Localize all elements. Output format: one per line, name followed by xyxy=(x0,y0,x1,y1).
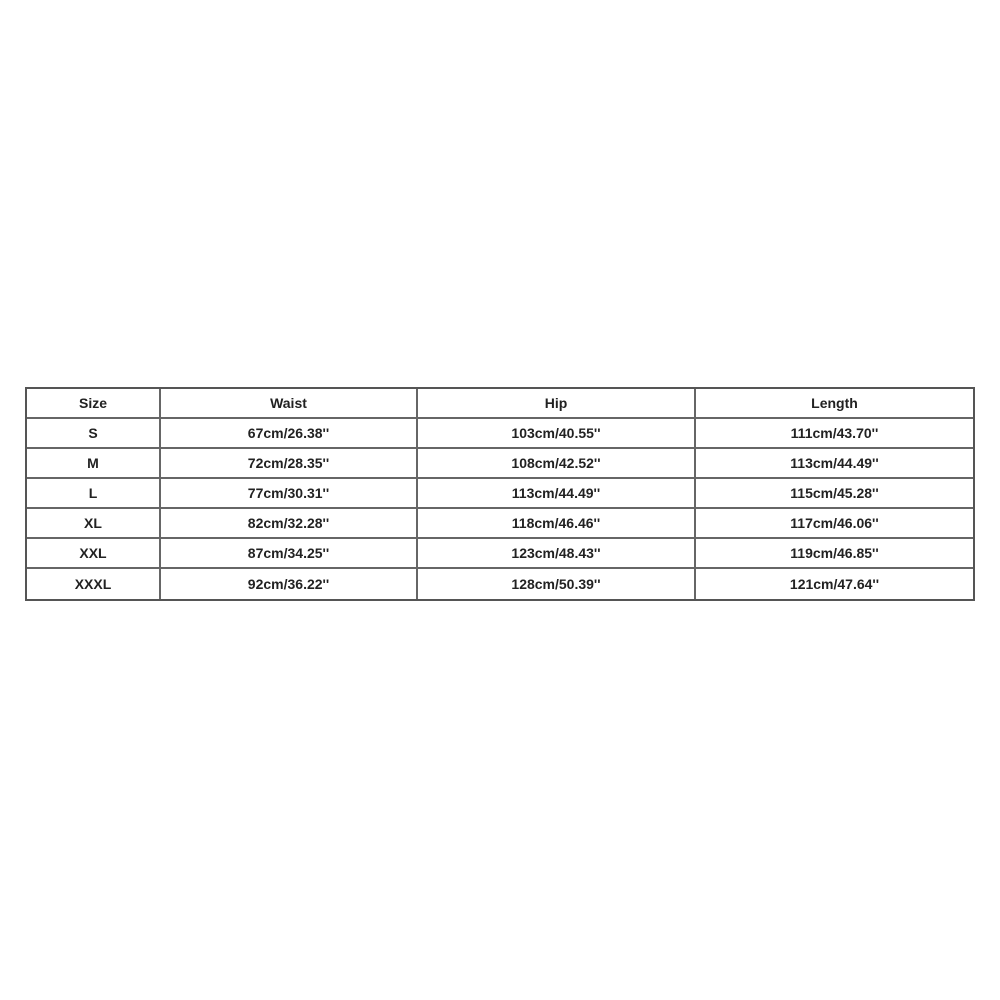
cell-length: 111cm/43.70'' xyxy=(696,419,973,449)
cell-size: S xyxy=(27,419,161,449)
cell-length: 119cm/46.85'' xyxy=(696,539,973,569)
cell-hip: 118cm/46.46'' xyxy=(418,509,696,539)
cell-size: XXXL xyxy=(27,569,161,599)
cell-waist: 82cm/32.28'' xyxy=(161,509,418,539)
cell-length: 117cm/46.06'' xyxy=(696,509,973,539)
cell-size: M xyxy=(27,449,161,479)
cell-length: 113cm/44.49'' xyxy=(696,449,973,479)
header-size: Size xyxy=(27,389,161,419)
header-waist: Waist xyxy=(161,389,418,419)
cell-size: XXL xyxy=(27,539,161,569)
table-row xyxy=(27,509,973,539)
header-hip: Hip xyxy=(418,389,696,419)
cell-hip: 113cm/44.49'' xyxy=(418,479,696,509)
cell-waist: 92cm/36.22'' xyxy=(161,569,418,599)
cell-size: L xyxy=(27,479,161,509)
cell-waist: 72cm/28.35'' xyxy=(161,449,418,479)
cell-hip: 128cm/50.39'' xyxy=(418,569,696,599)
cell-waist: 67cm/26.38'' xyxy=(161,419,418,449)
cell-hip: 123cm/48.43'' xyxy=(418,539,696,569)
cell-length: 115cm/45.28'' xyxy=(696,479,973,509)
cell-size: XL xyxy=(27,509,161,539)
table-row xyxy=(27,539,973,569)
table-header-row xyxy=(27,389,973,419)
table-row xyxy=(27,449,973,479)
size-chart-table xyxy=(25,387,975,601)
cell-waist: 77cm/30.31'' xyxy=(161,479,418,509)
table-row xyxy=(27,419,973,449)
header-length: Length xyxy=(696,389,973,419)
cell-waist: 87cm/34.25'' xyxy=(161,539,418,569)
cell-length: 121cm/47.64'' xyxy=(789,576,880,592)
table-row xyxy=(27,479,973,509)
cell-hip: 108cm/42.52'' xyxy=(418,449,696,479)
cell-hip: 103cm/40.55'' xyxy=(418,419,696,449)
table-row xyxy=(27,569,973,599)
